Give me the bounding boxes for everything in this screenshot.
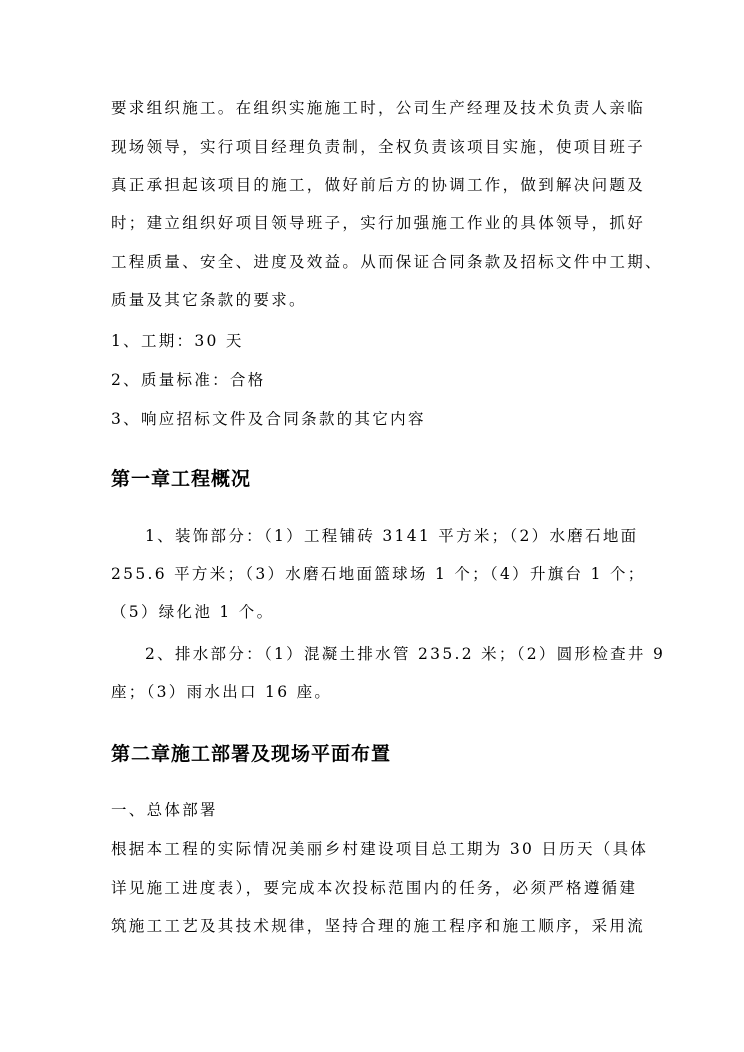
- intro-line: 现场领导，实行项目经理负责制，全权负责该项目实施，使项目班子: [111, 138, 646, 156]
- requirement-item: 3、响应招标文件及合同条款的其它内容: [111, 410, 426, 428]
- chapter-2-heading: 第二章施工部署及现场平面布置: [111, 743, 392, 765]
- decoration-line: 255.6 平方米；（3）水磨石地面篮球场 1 个；（4）升旗台 1 个；: [111, 565, 646, 583]
- intro-line: 工程质量、安全、进度及效益。从而保证合同条款及招标文件中工期、: [111, 253, 663, 271]
- intro-line: 时；建立组织好项目领导班子，实行加强施工作业的具体领导，抓好: [111, 214, 646, 232]
- decoration-line: （5）绿化池 1 个。: [111, 603, 275, 621]
- chapter-1-heading: 第一章工程概况: [111, 468, 252, 490]
- intro-line: 真正承担起该项目的施工，做好前后方的协调工作，做到解决问题及: [111, 176, 646, 194]
- deployment-line: 筑施工工艺及其技术规律，坚持合理的施工程序和施工顺序，采用流: [111, 917, 646, 935]
- deployment-line: 根据本工程的实际情况美丽乡村建设项目总工期为 30 日历天（具体: [111, 840, 649, 858]
- section-heading: 一、总体部署: [111, 801, 218, 819]
- drainage-line: 座；（3）雨水出口 16 座。: [111, 683, 333, 701]
- decoration-line: 1、装饰部分：（1）工程铺砖 3141 平方米；（2）水磨石地面: [145, 527, 639, 545]
- intro-line: 质量及其它条款的要求。: [111, 291, 307, 309]
- intro-line: 要求组织施工。在组织实施施工时，公司生产经理及技术负责人亲临: [111, 99, 646, 117]
- requirement-item: 2、质量标准：合格: [111, 371, 266, 389]
- requirement-item: 1、工期：30 天: [111, 332, 244, 350]
- deployment-line: 详见施工进度表），要完成本次投标范围内的任务，必须严格遵循建: [111, 879, 638, 897]
- drainage-line: 2、排水部分：（1）混凝土排水管 235.2 米；（2）圆形检查井 9: [145, 645, 666, 663]
